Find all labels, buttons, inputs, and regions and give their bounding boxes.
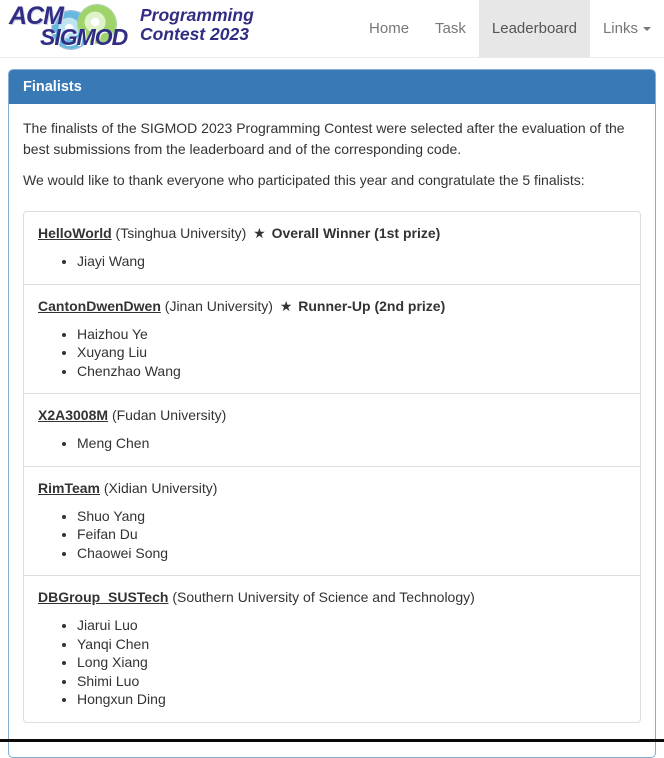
team-title xyxy=(38,406,626,425)
team-member: • Jiarui Luo xyxy=(77,616,626,635)
team-award xyxy=(277,298,445,314)
nav-item-links-dropdown[interactable] xyxy=(590,0,664,57)
team-university: (Southern University of Science and Technology) xyxy=(172,589,475,605)
nav-item-home[interactable] xyxy=(356,0,422,57)
team-name: HelloWorld xyxy=(38,225,112,241)
team-award-label: Runner-Up (2nd prize) xyxy=(294,297,446,314)
team-member: • Shimi Luo xyxy=(77,672,626,691)
nav-item-links-label: Links xyxy=(602,20,638,37)
intro-paragraph-2: We would like to thank everyone who participated this year and congratulate the 5 finalists: xyxy=(23,172,585,188)
star-icon: ★ xyxy=(279,297,293,314)
team-university: (Xidian University) xyxy=(103,479,218,496)
team-list-item xyxy=(24,394,640,467)
logo-contest-title xyxy=(140,6,254,44)
team-university: (Jinan University) xyxy=(164,297,273,314)
team-members xyxy=(38,325,626,381)
team-member: • Yanqi Chen xyxy=(77,635,626,654)
team-members xyxy=(38,507,626,563)
team-award-label: Overall Winner (1st prize) xyxy=(267,225,441,241)
nav-item-task[interactable] xyxy=(422,0,479,57)
team-list-item xyxy=(24,285,640,395)
team-member: • Shuo Yang xyxy=(77,507,626,526)
team-members xyxy=(38,434,626,453)
team-title xyxy=(38,224,626,243)
panel-body xyxy=(9,104,655,757)
team-title xyxy=(38,297,626,316)
nav-item-home-label: Home xyxy=(369,20,410,37)
nav-item-leaderboard-label: Leaderboard xyxy=(491,20,577,37)
team-list xyxy=(23,211,641,723)
team-member: • Meng Chen xyxy=(77,434,626,453)
team-name: X2A3008M xyxy=(38,407,109,423)
team-university: (Fudan University) xyxy=(111,407,227,423)
team-list-item xyxy=(24,467,640,577)
nav-item-leaderboard[interactable] xyxy=(479,0,590,57)
navbar xyxy=(0,0,664,58)
logo-sigmod-text: SIGMOD xyxy=(40,24,128,50)
team-member: • Jiayi Wang xyxy=(77,252,626,271)
logo-acm-text: ACM xyxy=(9,2,63,30)
nav-item-task-label: Task xyxy=(435,20,466,37)
sigmod-logo[interactable] xyxy=(0,0,310,57)
team-member: • Feifan Du xyxy=(77,525,626,544)
team-member: • Long Xiang xyxy=(77,653,626,672)
team-members xyxy=(38,252,626,271)
team-name: RimTeam xyxy=(38,479,100,496)
team-title xyxy=(38,588,626,607)
team-name: DBGroup_SUSTech xyxy=(38,589,169,605)
panel-heading: Finalists xyxy=(9,70,655,104)
team-member: • Chenzhao Wang xyxy=(77,362,626,381)
team-title xyxy=(38,479,626,498)
team-name: CantonDwenDwen xyxy=(38,297,161,314)
team-member: • Xuyang Liu xyxy=(77,343,626,362)
logo-title-line1: Programming xyxy=(140,5,254,25)
intro-paragraph-1: The finalists of the SIGMOD 2023 Programming Contest were selected after the evaluation of the best submissions from the leaderboard and of the corresponding code. xyxy=(23,120,625,157)
team-member: • Hongxun Ding xyxy=(77,690,626,709)
star-icon: ★ xyxy=(253,225,266,241)
team-award xyxy=(250,225,440,241)
team-member: • Chaowei Song xyxy=(77,544,626,563)
team-list-item xyxy=(24,576,640,722)
team-member: • Haizhou Ye xyxy=(77,325,626,344)
team-list-item xyxy=(24,212,640,285)
chevron-down-icon xyxy=(643,27,651,31)
team-university: (Tsinghua University) xyxy=(115,225,247,241)
team-members xyxy=(38,616,626,709)
logo-title-line2: Contest 2023 xyxy=(140,24,249,44)
main-nav xyxy=(356,0,664,57)
finalists-panel xyxy=(8,69,656,758)
